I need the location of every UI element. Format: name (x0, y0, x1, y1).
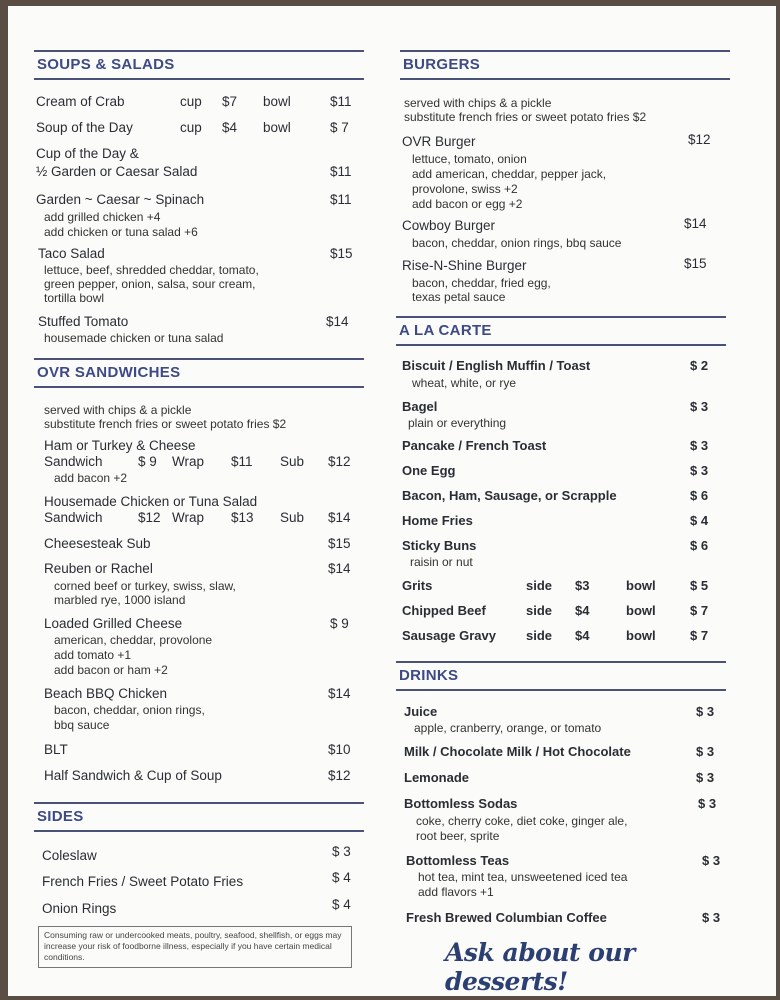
item-soup-of-day: Soup of the Day (36, 120, 133, 135)
item-price: $14 (326, 314, 349, 329)
item-coffee: Fresh Brewed Columbian Coffee (406, 910, 607, 925)
item-bbq-chicken: Beach BBQ Chicken (44, 686, 168, 701)
item-desc: apple, cranberry, orange, or tomato (414, 721, 602, 735)
wrap-label: Wrap (172, 454, 205, 469)
item-price: $ 4 (690, 513, 709, 528)
cup-price: $7 (222, 94, 238, 109)
item-price: $14 (684, 216, 707, 231)
item-price: $ 3 (690, 399, 709, 414)
item-desc: add bacon +2 (54, 471, 128, 485)
section-intro: substitute french fries or sweet potato fries $2 (44, 417, 287, 431)
sub-price: $14 (328, 510, 351, 525)
item-cowboy-burger: Cowboy Burger (402, 218, 496, 233)
section-intro: substitute french fries or sweet potato fries $2 (404, 110, 647, 124)
item-milk: Milk / Chocolate Milk / Hot Chocolate (404, 744, 631, 759)
section-header-soups: SOUPS & SALADS (34, 50, 364, 80)
bowl-label: bowl (626, 578, 656, 593)
section-intro: served with chips & a pickle (44, 403, 192, 417)
item-sodas: Bottomless Sodas (404, 796, 518, 811)
item-chipped-beef: Chipped Beef (402, 603, 486, 618)
sandwich-label: Sandwich (44, 454, 103, 469)
sub-label: Sub (280, 510, 305, 525)
item-price: $11 (330, 192, 352, 207)
item-teas: Bottomless Teas (406, 853, 510, 868)
item-pancake: Pancake / French Toast (402, 438, 547, 453)
item-home-fries: Home Fries (402, 513, 473, 528)
item-rise-shine-burger: Rise-N-Shine Burger (402, 258, 527, 273)
item-cup-of-day: Cup of the Day & (36, 146, 139, 161)
section-header-sides: SIDES (34, 802, 364, 832)
item-price: $10 (328, 742, 351, 757)
food-safety-notice: Consuming raw or undercooked meats, poultry, seafood, shellfish, or eggs may increase your risk of foodborne illness, especially if you have certain medical conditions. (38, 926, 352, 968)
sub-price: $12 (328, 454, 351, 469)
bowl-label: bowl (263, 120, 291, 135)
section-header-burgers: BURGERS (400, 50, 730, 80)
item-desc: corned beef or turkey, swiss, slaw, (54, 579, 236, 593)
item-fries: French Fries / Sweet Potato Fries (42, 874, 244, 889)
item-desc: lettuce, beef, shredded cheddar, tomato, (44, 263, 259, 277)
item-desc: texas petal sauce (412, 290, 506, 304)
bowl-price: $ 7 (330, 120, 349, 135)
bowl-label: bowl (263, 94, 291, 109)
cup-label: cup (180, 120, 202, 135)
item-desc: coke, cherry coke, diet coke, ginger ale, (416, 814, 628, 828)
item-stuffed-tomato: Stuffed Tomato (38, 314, 129, 329)
sandwich-price: $12 (138, 510, 161, 525)
item-desc: marbled rye, 1000 island (54, 593, 186, 607)
side-price: $3 (575, 578, 590, 593)
item-desc: raisin or nut (410, 555, 473, 569)
section-header-drinks: DRINKS (396, 661, 726, 691)
item-price: $ 2 (690, 358, 709, 373)
bowl-price: $ 7 (690, 603, 709, 618)
item-price: $ 6 (690, 488, 709, 503)
item-sticky-buns: Sticky Buns (402, 538, 477, 553)
wrap-price: $13 (231, 510, 254, 525)
item-ovr-burger: OVR Burger (402, 134, 476, 149)
bowl-price: $11 (330, 94, 352, 109)
item-price: $ 4 (332, 897, 351, 912)
item-price: $11 (330, 164, 352, 179)
wrap-label: Wrap (172, 510, 205, 525)
item-blt: BLT (44, 742, 68, 757)
item-desc: housemade chicken or tuna salad (44, 331, 224, 345)
item-cheesesteak: Cheesesteak Sub (44, 536, 151, 551)
side-price: $4 (575, 603, 590, 618)
item-onion-rings: Onion Rings (42, 901, 117, 916)
item-price: $14 (328, 561, 351, 576)
sandwich-price: $ 9 (138, 454, 157, 469)
item-desc: american, cheddar, provolone (54, 633, 213, 647)
item-price: $12 (328, 768, 351, 783)
item-desc: plain or everything (408, 416, 507, 430)
item-desc: wheat, white, or rye (412, 376, 517, 390)
cup-price: $4 (222, 120, 238, 135)
item-price: $15 (328, 536, 351, 551)
item-desc: lettuce, tomato, onion (412, 152, 527, 166)
item-desc: bacon, cheddar, onion rings, bbq sauce (412, 236, 622, 250)
side-label: side (526, 628, 553, 643)
item-desc: provolone, swiss +2 (412, 182, 518, 196)
bowl-price: $ 5 (690, 578, 709, 593)
item-price: $ 3 (702, 910, 721, 925)
section-header-alacarte: A LA CARTE (396, 316, 726, 346)
item-garden-salad: Garden ~ Caesar ~ Spinach (36, 192, 205, 207)
item-sausage-gravy: Sausage Gravy (402, 628, 496, 643)
item-biscuit: Biscuit / English Muffin / Toast (402, 358, 591, 373)
menu-page (8, 6, 776, 996)
bowl-label: bowl (626, 628, 656, 643)
item-lemonade: Lemonade (404, 770, 470, 785)
item-price: $15 (330, 246, 353, 261)
item-price: $14 (328, 686, 351, 701)
item-reuben: Reuben or Rachel (44, 561, 153, 576)
item-desc: bacon, cheddar, onion rings, (54, 703, 205, 717)
item-desc: add bacon or egg +2 (412, 197, 523, 211)
sub-label: Sub (280, 454, 305, 469)
item-coleslaw: Coleslaw (42, 848, 97, 863)
item-desc: add american, cheddar, pepper jack, (412, 167, 607, 181)
sandwich-label: Sandwich (44, 510, 103, 525)
item-desc: add grilled chicken +4 (44, 210, 161, 224)
item-desc: add chicken or tuna salad +6 (44, 225, 198, 239)
item-desc: green pepper, onion, salsa, sour cream, (44, 277, 256, 291)
item-price: $ 3 (690, 438, 709, 453)
section-header-sandwiches: OVR SANDWICHES (34, 358, 364, 388)
item-price: $ 3 (690, 463, 709, 478)
item-half-sandwich: Half Sandwich & Cup of Soup (44, 768, 222, 783)
item-juice: Juice (404, 704, 438, 719)
item-price: $ 6 (690, 538, 709, 553)
section-intro: served with chips & a pickle (404, 96, 552, 110)
item-price: $ 3 (696, 770, 715, 785)
item-desc: add tomato +1 (54, 648, 132, 662)
item-bacon-ham: Bacon, Ham, Sausage, or Scrapple (402, 488, 617, 503)
item-price: $ 3 (698, 796, 717, 811)
wrap-price: $11 (231, 454, 253, 469)
item-desc: bacon, cheddar, fried egg, (412, 276, 551, 290)
side-price: $4 (575, 628, 590, 643)
item-grilled-cheese: Loaded Grilled Cheese (44, 616, 183, 631)
item-desc: root beer, sprite (416, 829, 500, 843)
item-price: $ 9 (330, 616, 349, 631)
item-grits: Grits (402, 578, 433, 593)
item-one-egg: One Egg (402, 463, 456, 478)
item-price: $ 4 (332, 870, 351, 885)
item-cream-of-crab: Cream of Crab (36, 94, 125, 109)
item-price: $ 3 (696, 704, 715, 719)
item-ham-turkey: Ham or Turkey & Cheese (44, 438, 196, 453)
item-taco-salad: Taco Salad (38, 246, 105, 261)
item-price: $ 3 (696, 744, 715, 759)
item-desc: hot tea, mint tea, unsweetened iced tea (418, 870, 628, 884)
item-price: $ 3 (702, 853, 721, 868)
item-desc: add flavors +1 (418, 885, 494, 899)
bowl-label: bowl (626, 603, 656, 618)
item-price: $ 3 (332, 844, 351, 859)
item-chicken-tuna: Housemade Chicken or Tuna Salad (44, 494, 258, 509)
cup-label: cup (180, 94, 202, 109)
item-desc: bbq sauce (54, 718, 110, 732)
item-cup-of-day-line2: ½ Garden or Caesar Salad (36, 164, 198, 179)
item-price: $12 (688, 132, 711, 147)
item-bagel: Bagel (402, 399, 438, 414)
side-label: side (526, 578, 553, 593)
bowl-price: $ 7 (690, 628, 709, 643)
desserts-tagline: Ask about our desserts! (445, 938, 635, 996)
item-desc: add bacon or ham +2 (54, 663, 168, 677)
item-price: $15 (684, 256, 707, 271)
side-label: side (526, 603, 553, 618)
item-desc: tortilla bowl (44, 291, 105, 305)
